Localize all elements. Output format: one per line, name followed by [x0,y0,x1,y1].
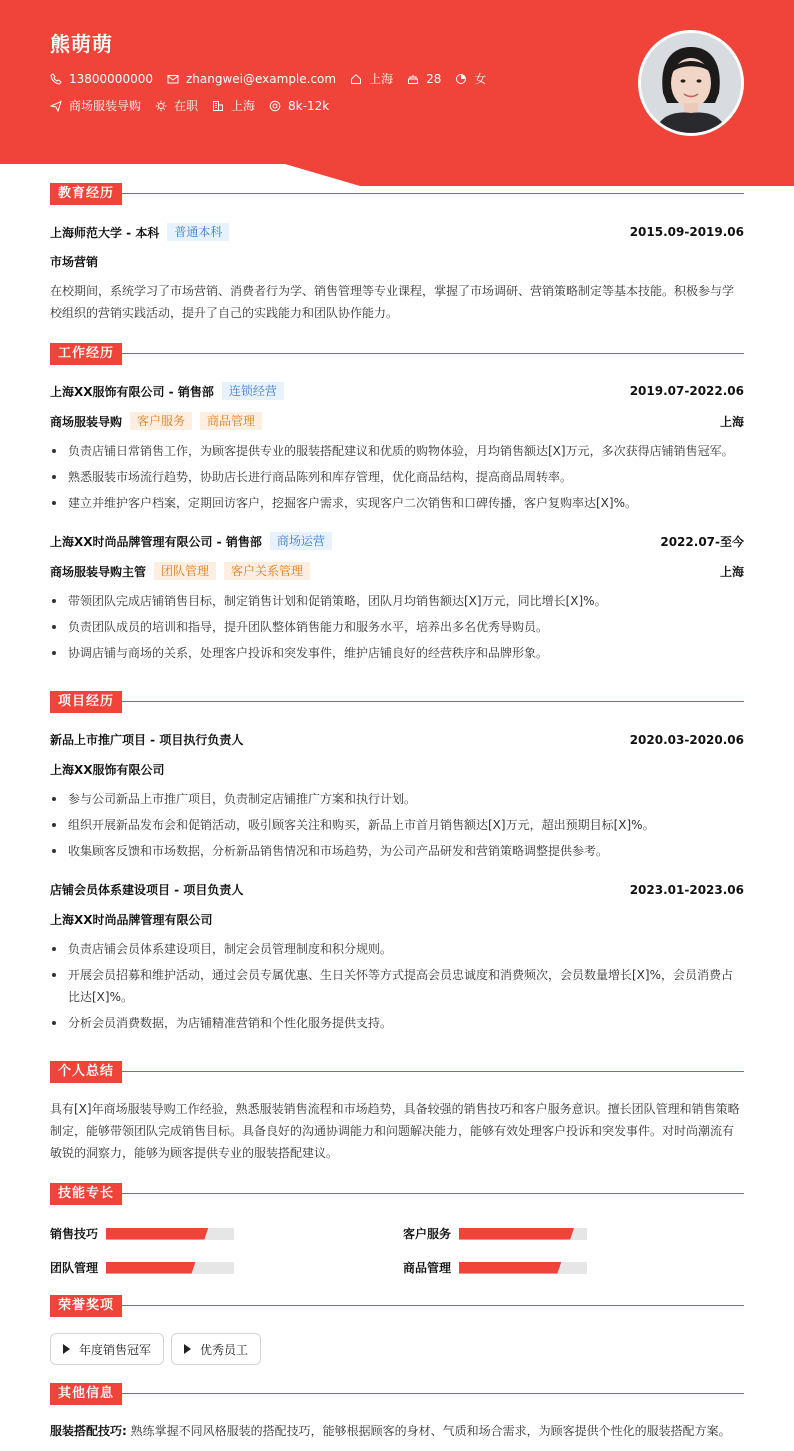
age-text: 28 [426,71,442,86]
location-text: 上海 [369,72,394,86]
section-header [50,1383,744,1405]
major-row [50,253,744,270]
major: 市场营销 [50,255,99,269]
award-badge [171,1333,261,1365]
candidate-name: 熊萌萌 [50,32,113,56]
avatar [638,30,744,136]
section-title: 教育经历 [50,183,122,205]
skill-item [403,1225,587,1242]
section-divider [120,1071,744,1072]
degree-type-tag: 普通本科 [167,223,229,241]
company-name: 上海XX服饰有限公司 - 销售部 [50,384,214,399]
send-icon [50,100,62,112]
cake-icon [407,73,419,85]
job-role: 商场服装导购 [50,414,123,429]
skill-item [50,1225,234,1242]
list-item: 负责店铺日常销售工作，为顾客提供专业的服装搭配建议和优质的购物体验，月均销售额达[X]万元，多次获得店铺销售冠军。 [50,440,744,462]
other-info-row [50,1420,744,1442]
list-item: 开展会员招募和维护活动，通过会员专属优惠、生日关怀等方式提高会员忠诚度和消费频次，会员数量增长[X]%，会员消费占比达[X]%。 [50,964,744,1008]
award-badge [50,1333,164,1365]
salary-icon [269,100,281,112]
skill-name: 团队管理 [50,1261,99,1275]
intent-city-item [212,97,255,114]
play-icon [63,1344,70,1354]
skill-bar [459,1262,587,1274]
work-section [50,343,744,673]
phone-text: 13800000000 [69,71,153,86]
project-org: 上海XX服饰有限公司 [50,763,165,777]
role-tag: 团队管理 [154,562,216,580]
section-header [50,183,744,205]
skills-section [50,1183,744,1283]
education-description: 在校期间，系统学习了市场营销、消费者行为学、销售管理等专业课程，掌握了市场调研、营销策略制定等基本技能。积极参与学校组织的营销实践活动，提升了自己的实践能力和团队协作能力。 [50,284,735,320]
skill-bar-fill [459,1228,574,1240]
salary-text: 8k-12k [288,98,330,113]
intent-position-text: 商场服装导购 [69,99,142,113]
role-tag: 客户服务 [130,412,192,430]
skill-name: 销售技巧 [50,1227,99,1241]
resume-header [0,0,794,186]
summary-text: 具有[X]年商场服装导购工作经验，熟悉服装销售流程和市场趋势，具备较强的销售技巧和客户服务意识。擅长团队管理和销售策略制定，能够带领团队完成销售目标。具备良好的沟通协调能力和问题解决能力，能够有效处理客户投诉和突发事件。对时尚潮流有敏锐的洞察力，能够为顾客提供专业的服装搭配建议。 [50,1102,740,1160]
salary-item [269,99,329,113]
job-intent-row [50,97,343,114]
section-title: 工作经历 [50,343,122,365]
email-text: zhangwei@example.com [185,71,337,86]
skill-bar-fill [106,1228,208,1240]
project-title: 新品上市推广项目 - 项目执行负责人 [50,733,244,747]
project-date: 2023.01-2023.06 [629,882,744,897]
list-item: 组织开展新品发布会和促销活动，吸引顾客关注和购买，新品上市首月销售额达[X]万元，超出预期目标[X]%。 [50,814,744,836]
award-name: 优秀员工 [200,1342,249,1357]
phone-icon [50,73,62,85]
section-header [50,1183,744,1205]
skill-item [50,1259,234,1276]
project-header [50,881,744,898]
list-item: 带领团队完成店铺销售目标，制定销售计划和促销策略，团队月均销售额达[X]万元，同比增长[X]%。 [50,590,744,612]
skill-name: 客户服务 [403,1227,452,1241]
age-item [407,72,441,86]
project-org-row [50,911,744,928]
summary-section [50,1061,744,1171]
school-name: 上海师范大学 - 本科 [50,225,160,240]
section-divider [120,1193,744,1194]
skill-bar-fill [459,1262,561,1274]
other-info-text: 熟练掌握不同风格服装的搭配技巧，能够根据顾客的身材、气质和场合需求，为顾客提供个性化的服装搭配方案。 [130,1424,731,1438]
list-item: 参与公司新品上市推广项目，负责制定店铺推广方案和执行计划。 [50,788,744,810]
job-role-row [50,562,744,580]
play-icon [184,1344,191,1354]
location-item [350,70,393,87]
skill-bar-fill [106,1262,196,1274]
list-item: 负责店铺会员体系建设项目，制定会员管理制度和积分规则。 [50,938,744,960]
contact-row [50,70,500,87]
list-item: 协调店铺与商场的关系，处理客户投诉和突发事件，维护店铺良好的经营秩序和品牌形象。 [50,642,744,664]
section-divider [120,353,744,354]
list-item: 熟悉服装市场流行趋势，协助店长进行商品陈列和库存管理，优化商品结构，提高商品周转率。 [50,466,744,488]
honors-section [50,1295,744,1367]
section-header [50,1061,744,1083]
honors-list [50,1333,450,1365]
skill-bar [459,1228,587,1240]
skill-name: 商品管理 [403,1261,452,1275]
section-title: 其他信息 [50,1383,122,1405]
section-divider [120,701,744,702]
other-info-label: 服装搭配技巧: [50,1424,127,1438]
project-org: 上海XX时尚品牌管理有限公司 [50,913,213,927]
job-role-row [50,412,744,430]
section-title: 技能专长 [50,1183,122,1205]
list-item: 建立并维护客户档案，定期回访客户，挖掘客户需求，实现客户二次销售和口碑传播，客户复购率达[X]%。 [50,492,744,514]
education-entry-header [50,223,744,241]
section-divider [120,193,744,194]
job-role: 商场服装导购主管 [50,564,147,579]
status-item [155,97,198,114]
industry-tag: 连锁经营 [222,382,284,400]
gender-icon [455,73,467,85]
company-name: 上海XX时尚品牌管理有限公司 - 销售部 [50,534,262,549]
job-city: 上海 [719,564,744,579]
skill-bar [106,1262,234,1274]
skill-item [403,1259,587,1276]
section-title: 个人总结 [50,1061,122,1083]
list-item: 收集顾客反馈和市场数据，分析新品销售情况和市场趋势，为公司产品研发和营销策略调整提供参考。 [50,840,744,862]
section-divider [120,1305,744,1306]
project-header [50,731,744,748]
intent-city-text: 上海 [231,99,256,113]
skill-bar [106,1228,234,1240]
job-header [50,382,744,400]
role-tag: 客户关系管理 [224,562,310,580]
section-divider [120,1393,744,1394]
section-header [50,691,744,713]
home-icon [350,73,362,85]
project-org-row [50,761,744,778]
other-section [50,1383,744,1447]
award-name: 年度销售冠军 [79,1342,152,1357]
education-date: 2015.09-2019.06 [629,225,744,239]
section-title: 荣誉奖项 [50,1295,122,1317]
education-section [50,183,744,323]
avatar-portrait [641,33,741,133]
job-date: 2022.07-至今 [660,534,744,549]
building-icon [212,100,224,112]
status-icon [155,100,167,112]
job-city: 上海 [719,414,744,429]
role-tag: 商品管理 [200,412,262,430]
gender-item [455,70,486,87]
email-item [167,72,336,86]
intent-position-item [50,97,141,114]
section-title: 项目经历 [50,691,122,713]
phone-item [50,72,153,86]
status-text: 在职 [174,99,199,113]
job-header [50,532,744,550]
list-item: 负责团队成员的培训和指导，提升团队整体销售能力和服务水平，培养出多名优秀导购员。 [50,616,744,638]
industry-tag: 商场运营 [270,532,332,550]
mail-icon [167,73,179,85]
project-date: 2020.03-2020.06 [629,732,744,747]
list-item: 分析会员消费数据，为店铺精准营销和个性化服务提供支持。 [50,1012,744,1034]
section-header [50,1295,744,1317]
gender-text: 女 [474,72,487,86]
projects-section [50,691,744,1041]
job-date: 2019.07-2022.06 [629,384,744,398]
section-header [50,343,744,365]
project-title: 店铺会员体系建设项目 - 项目负责人 [50,883,244,897]
